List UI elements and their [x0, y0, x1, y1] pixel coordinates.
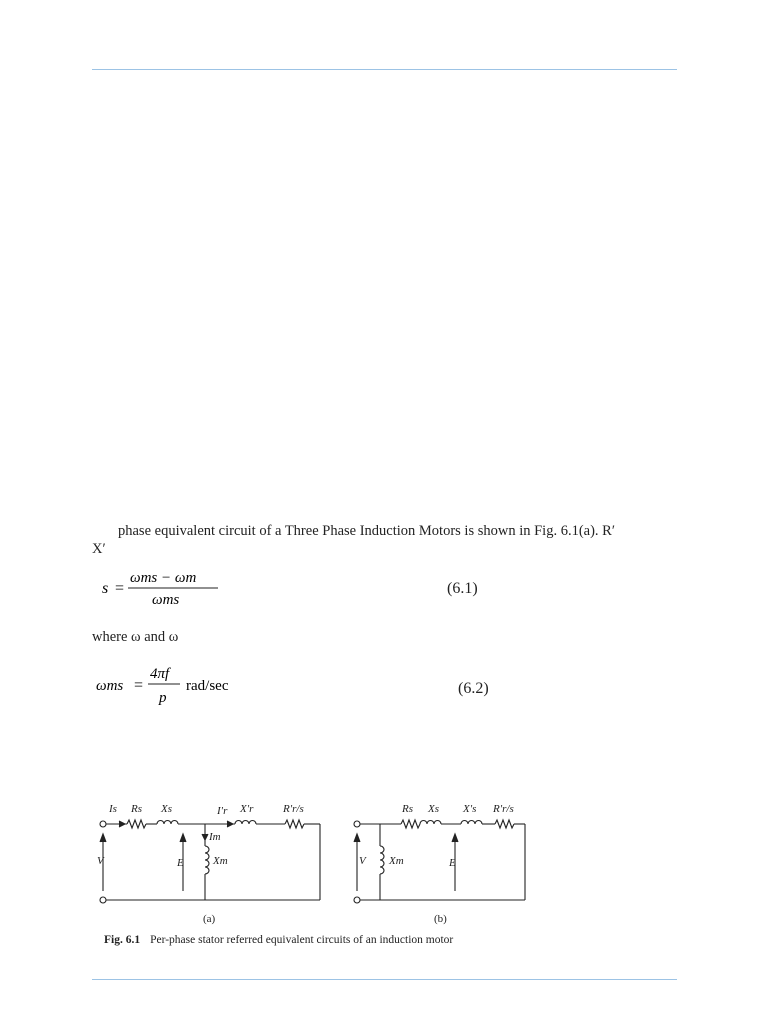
eq1-lhs: s — [102, 580, 109, 597]
label-rr-b: R′r/s — [493, 803, 514, 815]
eq1-denominator: ωms — [152, 592, 180, 608]
equivalent-circuit-figure — [95, 796, 535, 956]
label-rs-a: Rs — [131, 803, 142, 815]
label-e-a: E — [177, 857, 184, 869]
terminal-a-top — [100, 821, 106, 827]
label-xm-a: Xm — [213, 855, 228, 867]
paragraph-line-2: X′ — [92, 541, 106, 557]
inductor-xm-a — [205, 846, 209, 874]
terminal-b-bottom — [354, 897, 360, 903]
label-a: (a) — [203, 913, 216, 925]
eq2-unit: rad/sec — [186, 678, 229, 694]
inductor-xm-b — [380, 846, 384, 874]
inductor-xr-b — [461, 821, 482, 825]
label-ir-a: I′r — [217, 805, 228, 817]
inductor-xs-b — [420, 821, 441, 825]
label-xr-b: X′s — [463, 803, 477, 815]
eq1-number: (6.1) — [447, 580, 478, 597]
label-xs-a: Xs — [161, 803, 172, 815]
resistor-rr-b — [495, 820, 514, 828]
label-xm-b: Xm — [389, 855, 404, 867]
eq1-numerator: ωms − ωm — [130, 570, 197, 586]
eq2-number: (6.2) — [458, 680, 489, 697]
resistor-rr-a — [285, 820, 304, 828]
eq1-equals: = — [115, 580, 125, 597]
terminal-b-top — [354, 821, 360, 827]
circuit-b — [354, 820, 525, 903]
caption-label: Fig. 6.1 — [104, 934, 141, 946]
label-xs-b: Xs — [428, 803, 439, 815]
header-rule — [92, 69, 677, 70]
inductor-xr-a — [235, 821, 256, 825]
equation-slip — [98, 566, 238, 610]
resistor-rs-a — [127, 820, 146, 828]
resistor-rs-b — [401, 820, 420, 828]
equation-synchronous-speed — [94, 660, 254, 708]
label-v-b: V — [359, 855, 366, 867]
body-paragraph — [92, 522, 662, 558]
label-xr-a: X′r — [240, 803, 254, 815]
eq2-denominator: p — [159, 690, 167, 706]
label-rs-b: Rs — [402, 803, 413, 815]
eq2-numerator: 4πf — [150, 666, 170, 682]
where-text: where ω and ω — [92, 629, 179, 645]
figure-caption — [104, 934, 453, 946]
terminal-a-bottom — [100, 897, 106, 903]
label-e-b: E — [449, 857, 456, 869]
paragraph-line-1: phase equivalent circuit of a Three Phase Induction Motors is shown in Fig. 6.1(a). R′ — [118, 523, 616, 539]
eq2-equals: = — [134, 677, 144, 694]
label-im-a: Im — [209, 831, 221, 843]
footer-rule — [92, 979, 677, 980]
inductor-xs-a — [157, 821, 178, 825]
label-is-a: Is — [109, 803, 117, 815]
eq2-lhs: ωms — [96, 678, 124, 694]
label-rr-a: R′r/s — [283, 803, 304, 815]
label-v-a: V — [97, 855, 104, 867]
label-b: (b) — [434, 913, 447, 925]
caption-text: Per-phase stator referred equivalent circuits of an induction motor — [150, 934, 454, 946]
